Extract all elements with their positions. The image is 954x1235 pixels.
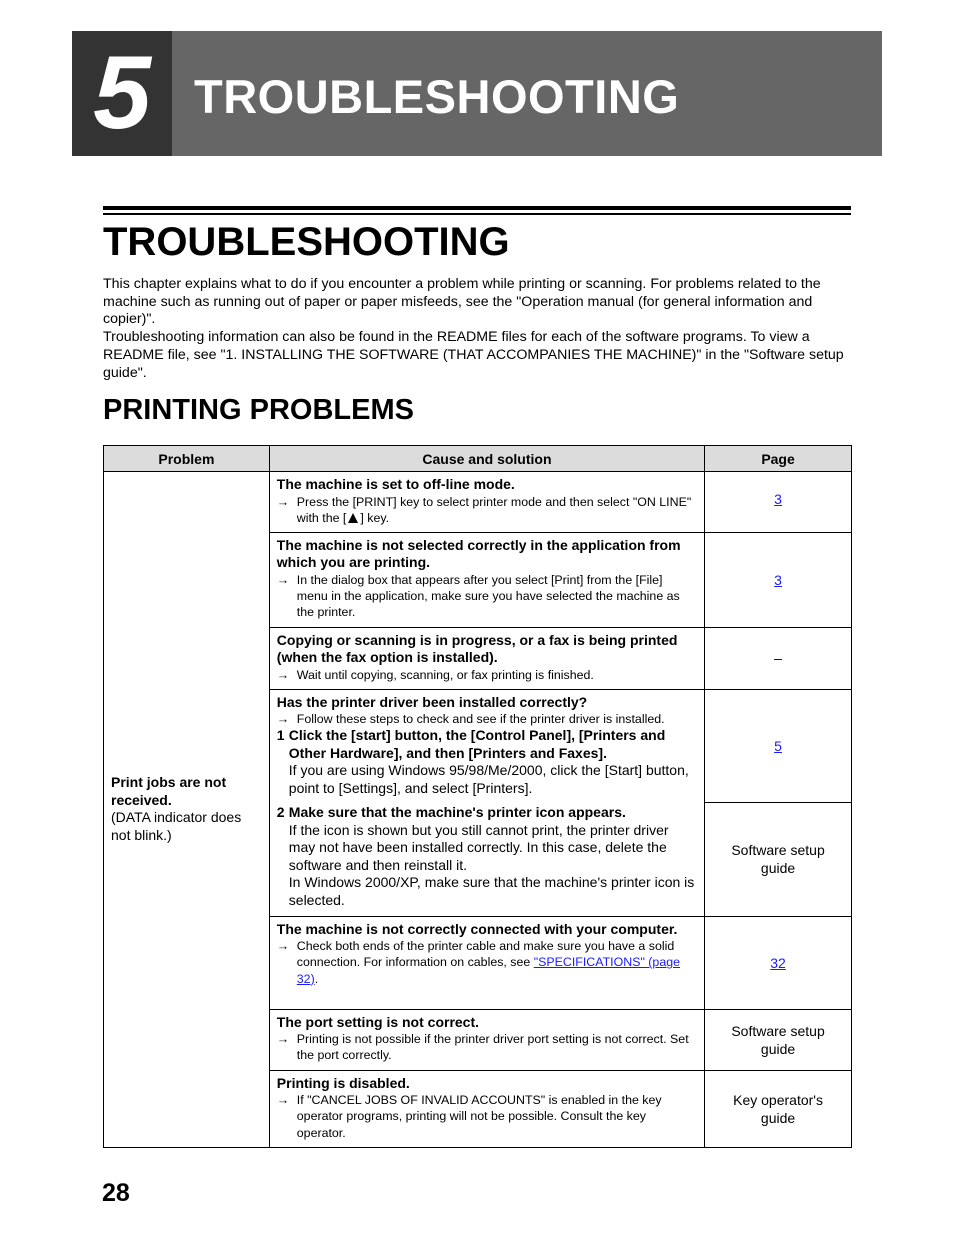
arrow-icon: → xyxy=(276,494,290,509)
cause-title: Copying or scanning is in progress, or a fax is being printed (when the fax option is installed). xyxy=(276,631,678,666)
step-note: In Windows 2000/XP, make sure that the machine's printer icon is selected. xyxy=(288,874,695,908)
cause-cell xyxy=(269,472,704,533)
arrow-icon: → xyxy=(276,572,290,587)
cause-cell xyxy=(269,532,704,627)
page-number: 28 xyxy=(102,1179,130,1207)
problem-cell xyxy=(104,472,270,1148)
page-cell xyxy=(705,532,852,627)
problem-title: Print jobs are not received. xyxy=(111,774,227,808)
specifications-link[interactable]: "SPECIFICATIONS" (page 32) xyxy=(296,955,680,986)
step-note: If the icon is shown but you still cannot print, the printer driver may not have been installed correctly. In this case, delete the software and then reinstall it. xyxy=(288,821,669,873)
solution: → Printing is not possible if the printer driver port setting is not correct. Set the port correctly. xyxy=(276,1032,689,1063)
page-cell: Software setup guide xyxy=(705,1009,852,1070)
page-cell: Key operator's guide xyxy=(705,1070,852,1147)
arrow-icon: → xyxy=(276,1032,290,1047)
table-header-row xyxy=(104,446,852,472)
page-link[interactable]: 3 xyxy=(774,571,782,588)
cause-title: The machine is set to off-line mode. xyxy=(276,476,515,492)
step-instruction: Make sure that the machine's printer icon appears. xyxy=(288,804,626,821)
header-problem: Problem xyxy=(104,446,270,472)
section-rule-thick xyxy=(103,206,851,210)
cause-title: Printing is disabled. xyxy=(276,1074,410,1091)
arrow-icon: → xyxy=(276,667,290,682)
cause-cell xyxy=(269,1070,704,1147)
page-link[interactable]: 3 xyxy=(774,490,782,507)
arrow-icon: → xyxy=(276,1093,290,1108)
step-instruction: Click the [start] button, the [Control Panel], [Printers and Other Hardware], and then [Printers and Faxes]. xyxy=(288,727,666,761)
intro-text xyxy=(103,276,851,382)
up-arrow-key-icon xyxy=(348,513,358,523)
subsection-title: PRINTING PROBLEMS xyxy=(103,394,414,426)
cause-cell xyxy=(269,916,704,1009)
step-number: 1 xyxy=(276,727,285,744)
arrow-icon: → xyxy=(276,939,290,954)
chapter-banner xyxy=(72,31,882,156)
solution: → In the dialog box that appears after you select [Print] from the [File] menu in the application, make sure you have selected the machine as the printer. xyxy=(276,572,680,620)
step-note: If you are using Windows 95/98/Me/2000, click the [Start] button, point to [Settings], and select [Printers]. xyxy=(288,762,689,796)
table-row xyxy=(104,472,852,533)
section-rule-thin xyxy=(103,213,851,215)
cause-title: The machine is not correctly connected with your computer. xyxy=(276,920,678,937)
chapter-number: 5 xyxy=(72,31,172,156)
header-cause: Cause and solution xyxy=(269,446,704,472)
printing-problems-table xyxy=(103,445,852,1148)
page-cell xyxy=(705,916,852,1009)
cause-cell xyxy=(269,1009,704,1070)
chapter-title: TROUBLESHOOTING xyxy=(194,70,680,123)
step-number: 2 xyxy=(276,804,285,821)
page-link[interactable]: 5 xyxy=(774,737,782,754)
cause-title: Has the printer driver been installed correctly? xyxy=(276,693,588,710)
cause-title: The machine is not selected correctly in the application from which you are printing. xyxy=(276,536,681,571)
page-cell: Software setup guide xyxy=(705,802,852,916)
page-cell xyxy=(705,472,852,533)
page-cell xyxy=(705,689,852,802)
page-cell: – xyxy=(705,627,852,689)
intro-paragraph: Troubleshooting information can also be found in the README files for each of the software programs. To view a README file, see "1. INSTALLING THE SOFTWARE (THAT ACCOMPANIES THE MACHINE)" in the "Software setup guide". xyxy=(103,329,844,381)
arrow-icon: → xyxy=(276,712,290,727)
cause-cell xyxy=(269,627,704,689)
cause-title: The port setting is not correct. xyxy=(276,1013,480,1030)
header-page: Page xyxy=(705,446,852,472)
problem-note: (DATA indicator does not blink.) xyxy=(111,809,242,843)
section-title: TROUBLESHOOTING xyxy=(103,220,510,264)
solution: → Press the [PRINT] key to select printer mode and then select "ON LINE" with the [ ] key. xyxy=(276,494,692,525)
solution: → If "CANCEL JOBS OF INVALID ACCOUNTS" is enabled in the key operator programs, printing will not be possible. Consult the key operator. xyxy=(276,1093,662,1140)
intro-paragraph: This chapter explains what to do if you encounter a problem while printing or scanning. For problems related to the machine such as running out of paper or paper misfeeds, see the "Operation manual (for general information and copier)". xyxy=(103,276,821,328)
solution: → Check both ends of the printer cable and make sure you have a solid connection. For information on cables, see "SPECIFICATIONS" (page 32). xyxy=(276,939,680,986)
page-link[interactable]: 32 xyxy=(770,954,786,971)
step-1 xyxy=(277,727,696,797)
cause-cell xyxy=(269,689,704,916)
solution: → Follow these steps to check and see if the printer driver is installed. xyxy=(276,712,665,727)
solution: → Wait until copying, scanning, or fax printing is finished. xyxy=(276,667,594,682)
step-2 xyxy=(277,804,696,909)
